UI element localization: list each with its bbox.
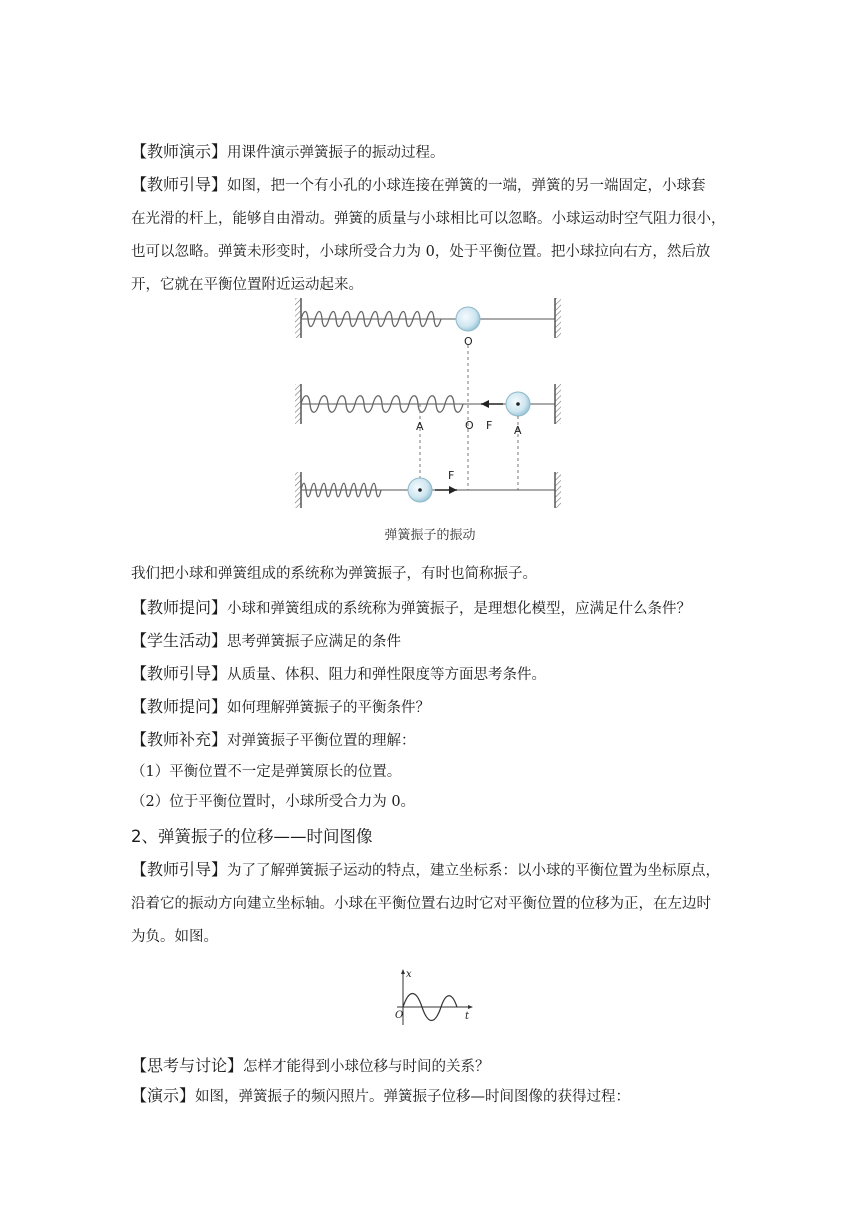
label-a-left: A (416, 420, 424, 433)
section-tag: 【教师引导】 (131, 860, 228, 879)
paragraph-teacher-guide-1 (131, 168, 731, 302)
displacement-time-graph (393, 967, 475, 1029)
label-o-top: O (464, 335, 473, 348)
text-line: 【教师引导】如图，把一个有小孔的小球连接在弹簧的一端，弹簧的另一端固定，小球套 (131, 175, 706, 194)
spring-oscillator-figure (285, 292, 575, 552)
paragraph-teacher-guide-3 (131, 853, 731, 954)
text-line: 开，它就在平衡位置附近运动起来。 (131, 277, 363, 293)
ball (456, 307, 480, 331)
section-tag: 【教师提问】 (131, 598, 228, 617)
list-item: （1）平衡位置不一定是弹簧原长的位置。 (131, 764, 402, 780)
paragraph-think-discuss: 【思考与讨论】怎样才能得到小球位移与时间的关系？ (131, 1056, 490, 1075)
text-line: 为负。如图。 (131, 929, 218, 945)
paragraph-text: 用课件演示弹簧振子的振动过程。 (227, 145, 445, 161)
label-f-mid: F (486, 419, 493, 432)
paragraph-definition: 我们把小球和弹簧组成的系统称为弹簧振子，有时也简称振子。 (131, 566, 537, 582)
text-line: 【教师引导】为了了解弹簧振子运动的特点，建立坐标系：以小球的平衡位置为坐标原点， (131, 860, 721, 879)
oscillator-row-equilibrium (295, 298, 561, 348)
paragraph-teacher-demo (131, 135, 731, 170)
label-a-right: A (514, 424, 522, 437)
section-tag: 【演示】 (131, 1086, 196, 1105)
paragraph-student-activity: 【学生活动】思考弹簧振子应满足的条件 (131, 631, 402, 650)
spring (301, 312, 441, 327)
figure-caption: 弹簧振子的振动 (384, 528, 476, 543)
text-line: 在光滑的杆上，能够自由滑动。弹簧的质量与小球相比可以忽略。小球运动时空气阻力很小， (131, 211, 726, 227)
oscillator-row-stretched (295, 345, 561, 490)
section-tag: 【教师补充】 (131, 730, 228, 749)
section-tag: 【学生活动】 (131, 631, 228, 650)
list-item: （2）位于平衡位置时，小球所受合力为 0。 (131, 794, 416, 810)
paragraph-teacher-question-1: 【教师提问】小球和弹簧组成的系统称为弹簧振子，是理想化模型，应满足什么条件？ (131, 598, 692, 617)
origin-label: O (395, 1010, 404, 1021)
section-tag: 【教师演示】 (131, 142, 228, 161)
text-line: 沿着它的振动方向建立坐标轴。小球在平衡位置右边时它对平衡位置的位移为正，在左边时 (131, 896, 711, 912)
section-tag: 【教师提问】 (131, 697, 228, 716)
oscillator-row-compressed (295, 469, 561, 508)
text-line: 也可以忽略。弹簧未形变时，小球所受合力为 0，处于平衡位置。把小球拉向右方，然后放 (131, 244, 711, 260)
section-heading: 2、弹簧振子的位移——时间图像 (131, 827, 373, 846)
paragraph-teacher-question-2: 【教师提问】如何理解弹簧振子的平衡条件？ (131, 697, 431, 716)
paragraph-teacher-guide-2: 【教师引导】从质量、体积、阻力和弹性限度等方面思考条件。 (131, 664, 547, 683)
section-tag: 【思考与讨论】 (131, 1056, 244, 1075)
label-o-mid: O (465, 419, 474, 432)
y-axis-label: x (406, 969, 412, 980)
label-f-bottom: F (448, 469, 455, 482)
section-tag: 【教师引导】 (131, 175, 228, 194)
section-tag: 【教师引导】 (131, 664, 228, 683)
x-axis-label: t (465, 1011, 470, 1022)
paragraph-teacher-supplement: 【教师补充】对弹簧振子平衡位置的理解： (131, 730, 416, 749)
paragraph-demo: 【演示】如图，弹簧振子的频闪照片。弹簧振子位移—时间图像的获得过程： (131, 1086, 631, 1105)
